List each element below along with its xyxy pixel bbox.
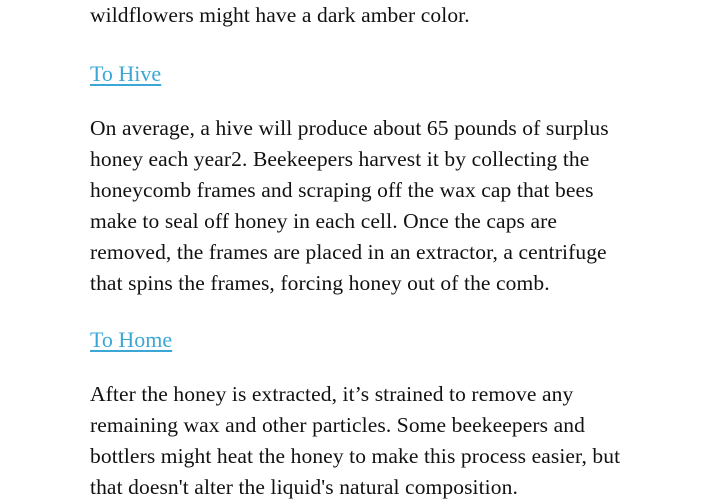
document-body bbox=[90, 0, 628, 503]
paragraph-hive-harvest: On average, a hive will produce about 65 pounds of surplus honey each year2. Beekeepers harvest it by collecting the honeycomb frames and scraping off the wax cap that bees make to seal off honey in each cell. Once the caps are removed, the frames are placed in an extractor, a centrifuge that spins the frames, forcing honey out of the comb. bbox=[90, 116, 609, 295]
paragraph-wildflower-color: wildflowers might have a dark amber color. bbox=[90, 3, 470, 27]
section-link-to-hive[interactable]: To Hive bbox=[90, 61, 162, 86]
spacer bbox=[90, 89, 628, 113]
spacer bbox=[90, 31, 628, 59]
paragraph-straining-bottling: After the honey is extracted, it’s strained to remove any remaining wax and other particles. Some beekeepers and bottlers might heat the honey to make this process easier, but that doesn't alter the liquid's natural composition. bbox=[90, 382, 621, 499]
spacer bbox=[90, 299, 628, 325]
spacer bbox=[90, 355, 628, 379]
section-link-to-home[interactable]: To Home bbox=[90, 327, 173, 352]
